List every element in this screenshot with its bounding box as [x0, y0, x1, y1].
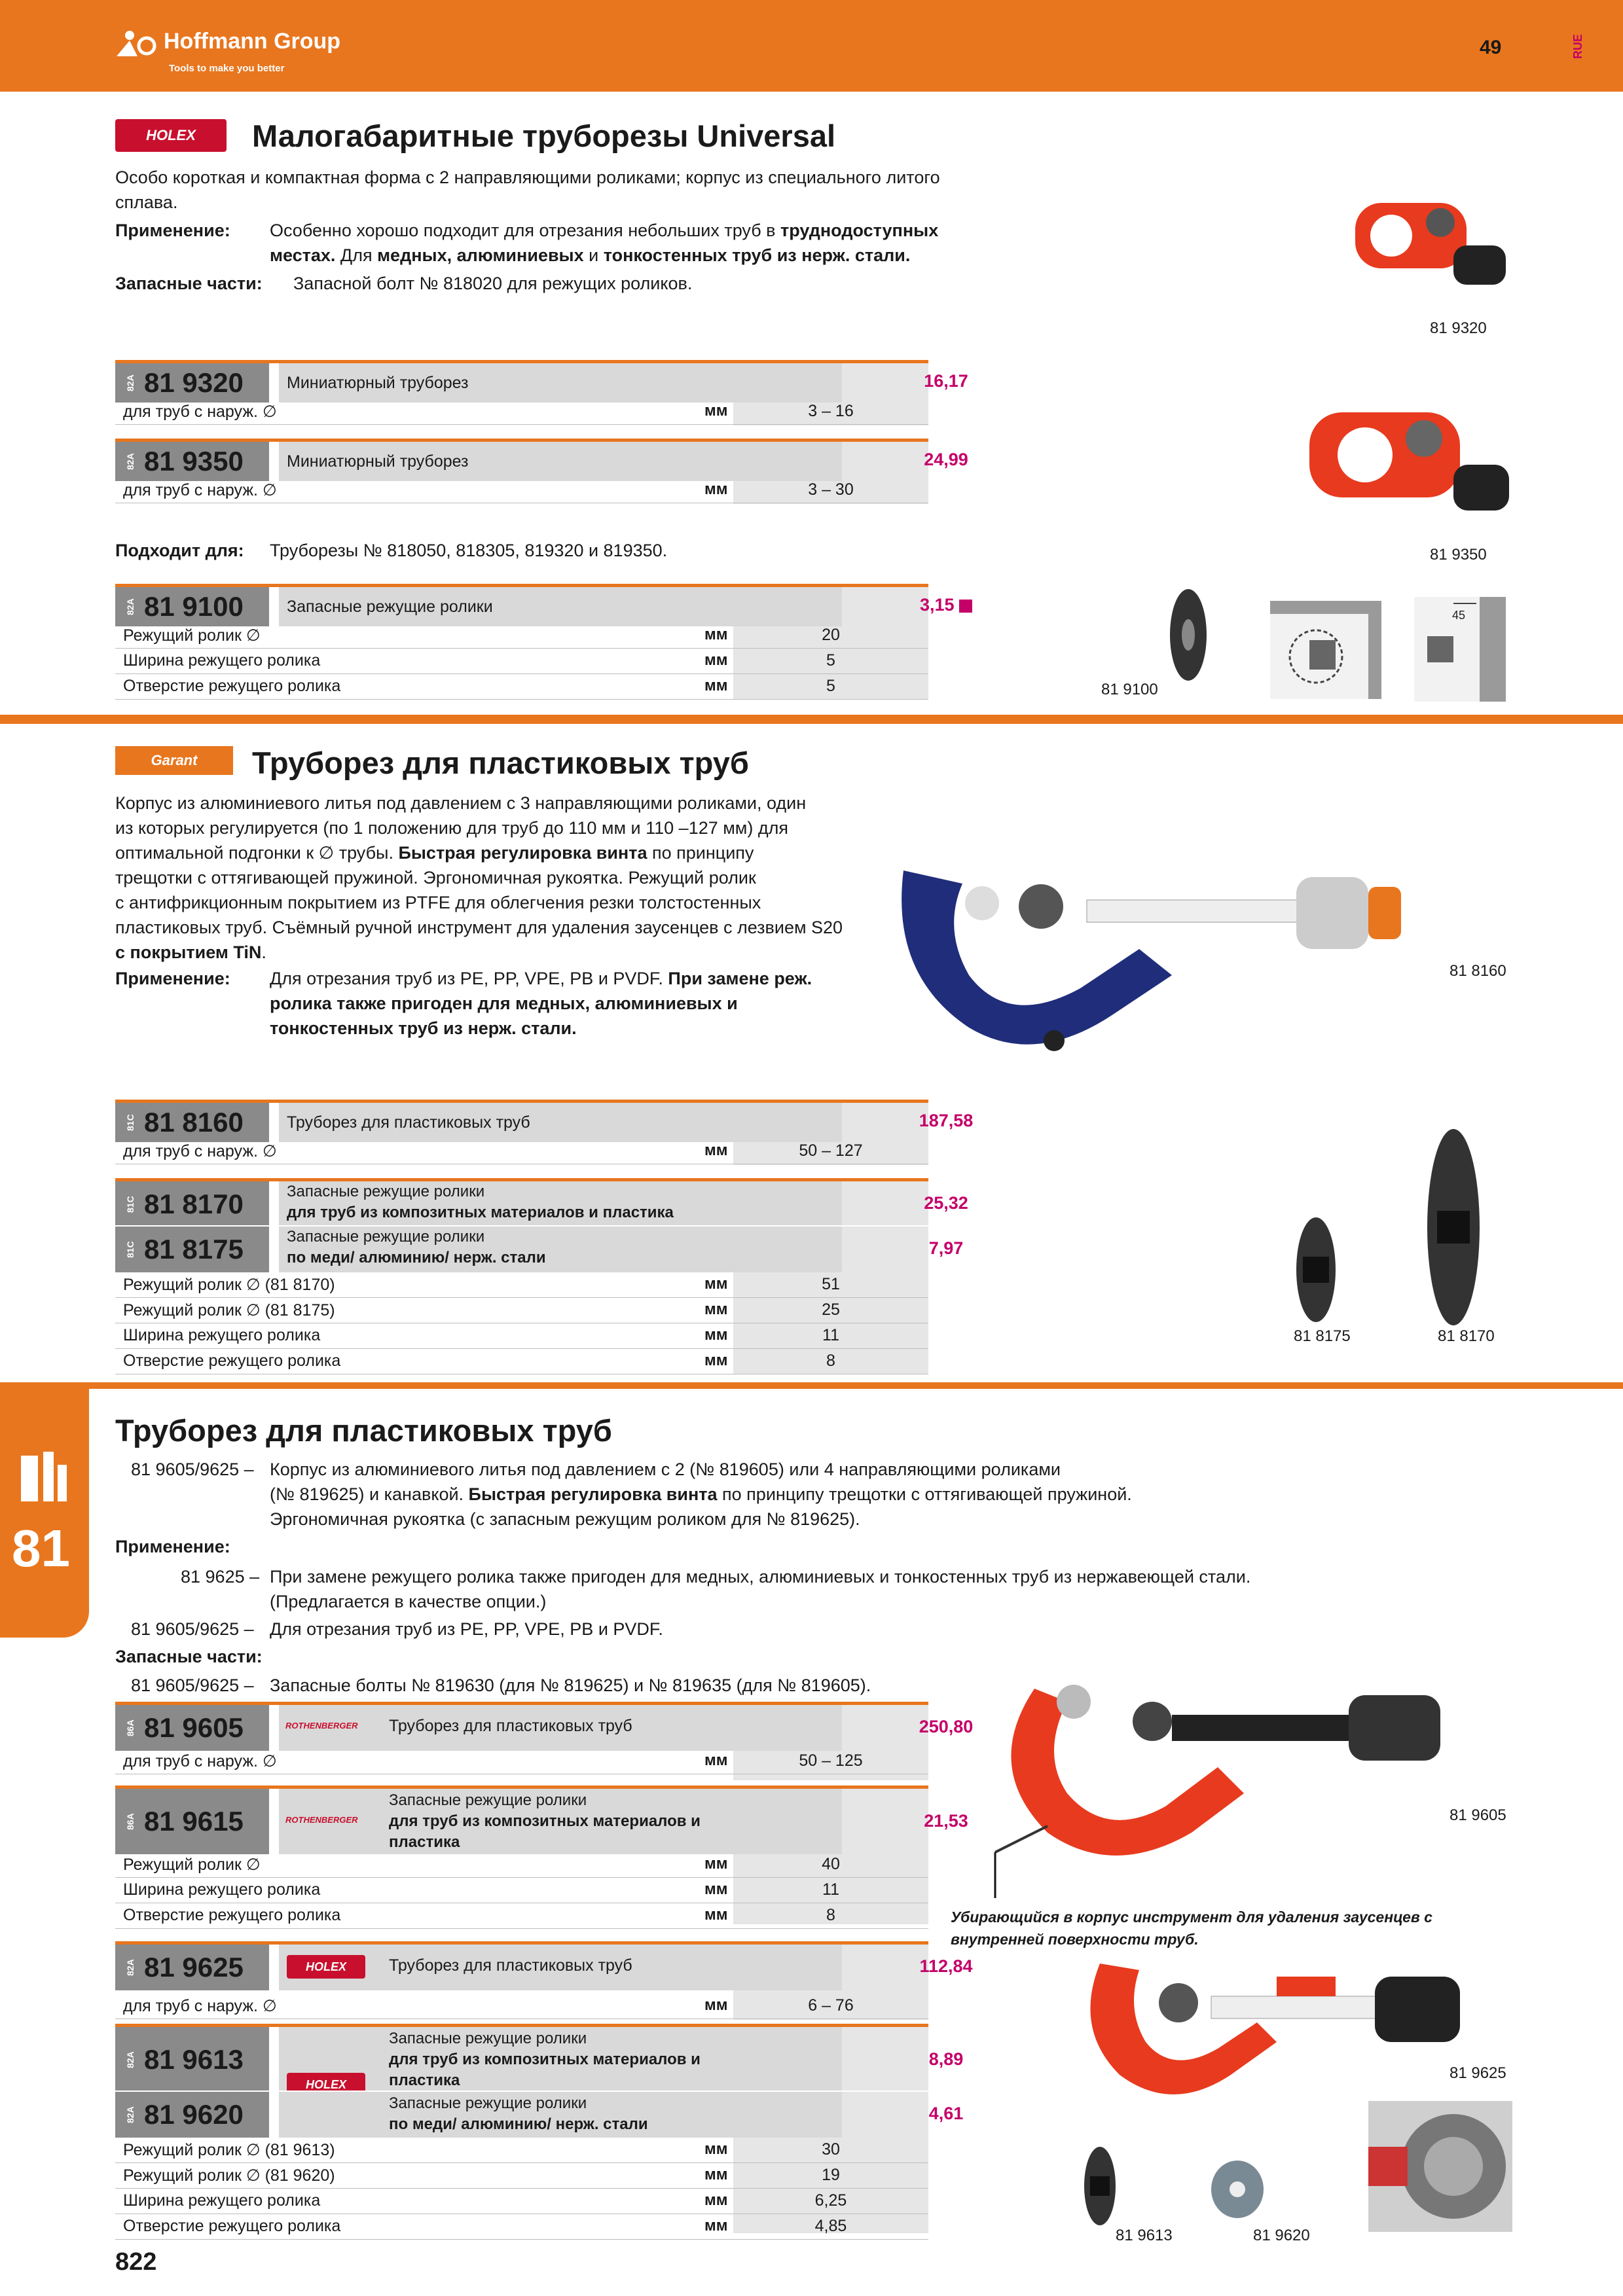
image-note: Убирающийся в корпус инструмент для удаления заусенцев с: [951, 1909, 1432, 1926]
product-name-line: для труб из композитных материалов и: [389, 1812, 701, 1830]
description-line: сплава.: [115, 192, 178, 212]
brand-label: ROTHENBERGER: [285, 1815, 358, 1825]
spec-label: Режущий ролик ∅: [123, 626, 261, 645]
spec-label: для труб с наруж. ∅: [123, 481, 277, 499]
product-row-819100[interactable]: [115, 584, 955, 626]
spec-value: 5: [826, 677, 835, 695]
spec-label: Режущий ролик ∅ (81 8175): [123, 1301, 335, 1319]
description-line: При замене режущего ролика также пригоден для медных, алюминиевых и тонкостенных труб из нержавеющей стали.: [270, 1567, 1251, 1587]
spec-label: Режущий ролик ∅ (81 8170): [123, 1276, 335, 1294]
section-title: Труборез для пластиковых труб: [115, 1413, 612, 1448]
catalog-code: 82A: [123, 1950, 137, 1985]
product-name-cell: [279, 1705, 842, 1751]
price: 25,32: [924, 1193, 968, 1213]
price: 16,17: [924, 371, 968, 391]
spec-value: 50 – 127: [799, 1141, 863, 1160]
spec-value: 5: [826, 651, 835, 670]
usage-diagram-icon: [1270, 601, 1381, 699]
product-row-818160[interactable]: [115, 1100, 974, 1142]
spec-row: [115, 1298, 928, 1323]
section-title: Малогабаритные труборезы Universal: [252, 118, 836, 153]
product-name: Миниатюрный труборез: [279, 442, 842, 481]
description-line: Корпус из алюминиевого литья под давлением с 2 (№ 819605) или 4 направляющими роликами: [270, 1460, 1061, 1479]
spec-value: 3 – 30: [808, 480, 854, 499]
chapter-tab[interactable]: [0, 1382, 89, 1638]
product-row-819613[interactable]: [115, 2024, 964, 2092]
product-row-819350[interactable]: [115, 439, 968, 481]
spec-label: Режущий ролик ∅ (81 9613): [123, 2141, 335, 2159]
article-number: 81 9613: [144, 2044, 244, 2075]
spec-unit: мм: [704, 2166, 728, 2183]
garant-badge: Garant: [115, 746, 233, 775]
spare-parts-label: Запасные части:: [115, 1647, 263, 1666]
description-line: с покрытием TiN.: [115, 942, 266, 962]
article-number: 81 8160: [144, 1107, 244, 1138]
product-row-819625[interactable]: [115, 1941, 973, 1990]
spec-value: 11: [822, 1880, 839, 1899]
article-number: 81 8170: [144, 1189, 244, 1219]
catalog-code: 82A: [123, 444, 137, 479]
catalog-code: 82A: [123, 2097, 137, 2132]
product-name: Труборез для пластиковых труб: [389, 1717, 632, 1735]
spec-value: 8: [826, 1906, 835, 1924]
brand-tagline: Tools to make you better: [169, 63, 285, 74]
spec-unit: мм: [704, 1141, 728, 1159]
application-label: Применение:: [115, 221, 230, 240]
spec-unit: мм: [704, 2191, 728, 2209]
catalog-page-number: 49: [1480, 37, 1502, 58]
image-caption: 81 9620: [1253, 2227, 1310, 2244]
spec-row: [115, 1903, 928, 1929]
cutting-wheel-image: [1283, 1211, 1349, 1329]
product-name: [389, 1790, 701, 1853]
section-separator: [0, 715, 1623, 724]
spec-label: для труб с наруж. ∅: [123, 403, 277, 421]
price: 4,61: [928, 2104, 964, 2123]
application-text: местах. Для медных, алюминиевых и тонкостенных труб из нерж. стали.: [270, 245, 911, 265]
product-name: [389, 2028, 701, 2091]
application-text: Особенно хорошо подходит для отрезания небольших труб в труднодоступных: [270, 221, 939, 240]
spec-row: [115, 1852, 928, 1878]
description-line: Запасные болты № 819630 (для № 819625) и № 819635 (для № 819605).: [270, 1676, 871, 1695]
spec-label: Ширина режущего ролика: [123, 651, 321, 670]
holex-badge: HOLEX: [287, 1955, 365, 1979]
spare-parts-text: Запасной болт № 818020 для режущих роликов.: [293, 274, 693, 293]
product-name-cell: [279, 2027, 842, 2092]
spec-label: Режущий ролик ∅ (81 9620): [123, 2166, 335, 2185]
catalog-code: 82A: [123, 589, 137, 624]
spec-unit: мм: [704, 1751, 728, 1769]
product-name: [389, 2093, 648, 2135]
product-row-818170[interactable]: [115, 1178, 968, 1227]
product-name: Запасные режущие ролики: [279, 587, 842, 626]
spec-label: для труб с наруж. ∅: [123, 1752, 277, 1770]
product-name-line: Запасные режущие ролики: [287, 1183, 485, 1200]
spec-value: 6 – 76: [808, 1996, 854, 2015]
image-note: внутренней поверхности труб.: [951, 1931, 1199, 1948]
product-row-819320[interactable]: [115, 360, 968, 403]
chapter-number: 81: [12, 1519, 70, 1577]
spec-article-ref: 81 9605/9625 –: [131, 1619, 254, 1639]
image-caption: 81 9320: [1430, 319, 1487, 337]
spec-unit: мм: [704, 1275, 728, 1293]
product-name-line: Запасные режущие ролики: [389, 2094, 587, 2112]
description-line: Для отрезания труб из PE, PP, VPE, PB и PVDF.: [270, 1619, 663, 1639]
spec-article-ref: 81 9625 –: [181, 1567, 260, 1587]
spare-parts-label: Запасные части:: [115, 274, 263, 293]
price: 7,97: [928, 1238, 964, 1258]
spec-row: [115, 399, 928, 425]
spec-row: [115, 1749, 928, 1774]
product-name-line: по меди/ алюминию/ нерж. стали: [287, 1249, 546, 1266]
cutting-wheel-image: [1205, 2153, 1270, 2225]
brand-label: ROTHENBERGER: [285, 1721, 358, 1731]
spec-unit: мм: [704, 1300, 728, 1318]
image-caption: 81 8160: [1450, 962, 1506, 980]
spec-label: Отверстие режущего ролика: [123, 2217, 341, 2235]
description-line: Особо короткая и компактная форма с 2 направляющими роликами; корпус из специального литого: [115, 168, 940, 187]
catalog-code: 86A: [123, 1804, 137, 1839]
spec-row: [115, 1990, 928, 2019]
image-caption: 81 9605: [1450, 1806, 1506, 1824]
spec-label: Ширина режущего ролика: [123, 2191, 321, 2210]
spec-row: [115, 2214, 928, 2240]
price: 112,84: [919, 1956, 973, 1976]
image-caption: 81 8170: [1438, 1327, 1495, 1345]
spec-unit: мм: [704, 2217, 728, 2234]
product-name-line: Запасные режущие ролики: [389, 1791, 587, 1809]
description-line: (Предлагается в качестве опции.): [270, 1592, 547, 1611]
spec-unit: мм: [704, 1996, 728, 2014]
spec-label: Ширина режущего ролика: [123, 1326, 321, 1344]
spec-label: Режущий ролик ∅: [123, 1856, 261, 1874]
spec-unit: мм: [704, 1906, 728, 1924]
spec-label: для труб с наруж. ∅: [123, 1142, 277, 1160]
section-title: Труборез для пластиковых труб: [252, 745, 749, 780]
product-name-line: пластика: [389, 2072, 460, 2089]
spec-unit: мм: [704, 1326, 728, 1344]
spec-label: Отверстие режущего ролика: [123, 1352, 341, 1370]
description-line: (№ 819625) и канавкой. Быстрая регулировка винта по принципу трещотки с оттягивающей пружиной.: [270, 1484, 1132, 1504]
product-name-line: по меди/ алюминию/ нерж. стали: [389, 2115, 648, 2133]
catalog-code: 82A: [123, 365, 137, 401]
product-name-cell: [279, 2092, 842, 2138]
article-number: 81 9320: [144, 367, 244, 398]
description-line: пластиковых труб. Съёмный ручной инструмент для удаления заусенцев с лезвием S20: [115, 918, 843, 937]
spec-row: [115, 623, 928, 649]
spec-unit: мм: [704, 677, 728, 694]
image-caption: 81 9625: [1450, 2064, 1506, 2082]
holex-badge: HOLEX: [287, 2073, 365, 2096]
application-label: Применение:: [115, 1537, 230, 1556]
mini-pipe-cutter-image: [1336, 183, 1512, 301]
price: 8,89: [928, 2049, 964, 2069]
article-number: 81 9620: [144, 2099, 244, 2130]
section-separator: [0, 1382, 1623, 1389]
mini-pipe-cutter-image: [1303, 393, 1512, 537]
spec-row: [115, 1272, 928, 1298]
cutting-wheel-image: [1152, 583, 1224, 687]
article-number: 81 9615: [144, 1806, 244, 1837]
price: 3,15: [848, 595, 1044, 615]
catalog-code: 81C: [123, 1105, 137, 1140]
description-line: из которых регулируется (по 1 положению для труб до 110 мм и 110 –127 мм) для: [115, 818, 788, 838]
description-line: трещотки с оттягивающей пружиной. Эргономичная рукоятка. Режущий ролик: [115, 868, 756, 888]
spec-value: 4,85: [814, 2217, 847, 2235]
product-name: Труборез для пластиковых труб: [389, 1956, 632, 1975]
product-row-819615[interactable]: [115, 1785, 968, 1854]
spec-article-ref: 81 9605/9625 –: [131, 1676, 254, 1695]
spec-row: [115, 2189, 928, 2214]
spec-unit: мм: [704, 1352, 728, 1369]
article-number: 81 9350: [144, 446, 244, 476]
product-name-line: пластика: [389, 1833, 460, 1851]
application-text: тонкостенных труб из нерж. стали.: [270, 1018, 577, 1038]
product-name-line: для труб из композитных материалов и пластика: [287, 1204, 674, 1221]
spec-row: [115, 2138, 928, 2163]
spec-value: 50 – 125: [799, 1751, 863, 1770]
product-name-cell: [279, 1945, 842, 1990]
spec-value: 30: [822, 2140, 840, 2159]
fits-text: Труборезы № 818050, 818305, 819320 и 819350.: [270, 541, 668, 560]
plastic-pipe-cutter-image: [864, 831, 1519, 1119]
spec-row: [115, 478, 928, 503]
price: 187,58: [919, 1111, 974, 1130]
spec-row: [115, 1323, 928, 1349]
cutting-wheel-image: [1074, 2134, 1126, 2238]
description-line: с антифрикционным покрытием из PTFE для облегчения резки толстостенных: [115, 893, 761, 912]
spec-article-ref: 81 9605/9625 –: [131, 1460, 254, 1479]
angle-label: 45: [1452, 609, 1466, 622]
image-caption: 81 9350: [1430, 546, 1487, 564]
product-name-line: Запасные режущие ролики: [287, 1228, 485, 1246]
cutting-wheel-image: [1414, 1126, 1493, 1329]
image-caption: 81 9613: [1116, 2227, 1173, 2244]
brand-name: Hoffmann Group: [164, 29, 341, 54]
price: 250,80: [919, 1717, 974, 1736]
footer-page-number: 822: [115, 2248, 157, 2276]
spec-unit: мм: [704, 1855, 728, 1873]
spec-row: [115, 2163, 928, 2189]
price: 24,99: [924, 450, 968, 469]
spec-label: для труб с наруж. ∅: [123, 1997, 277, 2015]
spec-value: 51: [822, 1275, 840, 1293]
spec-label: Отверстие режущего ролика: [123, 1906, 341, 1924]
description-line: Корпус из алюминиевого литья под давлением с 3 направляющими роликами, один: [115, 793, 807, 813]
product-name-line: Запасные режущие ролики: [389, 2030, 587, 2047]
article-number: 81 9625: [144, 1952, 244, 1982]
spec-unit: мм: [704, 480, 728, 498]
application-text: Для отрезания труб из PE, PP, VPE, PB и PVDF. При замене реж.: [270, 969, 812, 988]
spec-value: 40: [822, 1855, 840, 1873]
catalog-code: 81C: [123, 1187, 137, 1222]
catalog-code: 86A: [123, 1710, 137, 1746]
spec-value: 19: [822, 2166, 840, 2184]
language-code: RUE: [1571, 34, 1584, 60]
product-name: Миниатюрный труборез: [279, 363, 842, 403]
article-number: 81 9605: [144, 1712, 244, 1743]
price: 21,53: [924, 1811, 968, 1831]
product-row-819605[interactable]: [115, 1702, 974, 1751]
spec-unit: мм: [704, 1880, 728, 1898]
product-row-819620[interactable]: [115, 2090, 964, 2138]
description-line: Эргономичная рукоятка (с запасным режущим роликом для № 819625).: [270, 1509, 860, 1529]
spec-value: 3 – 16: [808, 402, 854, 420]
spec-value: 6,25: [814, 2191, 847, 2210]
pipe-tools-icon: [18, 1449, 71, 1508]
angle-diagram-icon: [1414, 597, 1506, 702]
hoffmann-logo-icon: [115, 26, 161, 59]
article-number: 81 9100: [144, 591, 244, 622]
catalog-code: 82A: [123, 2042, 137, 2077]
spec-row: [115, 674, 928, 700]
spec-value: 25: [822, 1300, 840, 1319]
product-name: [279, 1227, 842, 1272]
spec-unit: мм: [704, 651, 728, 669]
spec-row: [115, 1349, 928, 1374]
spec-unit: мм: [704, 2140, 728, 2158]
deburring-tool-closeup-image: [1368, 2101, 1512, 2232]
holex-badge: HOLEX: [115, 119, 227, 152]
spec-value: 20: [822, 626, 840, 644]
spec-unit: мм: [704, 402, 728, 420]
image-caption: 81 9100: [1101, 681, 1158, 698]
catalog-code: 81C: [123, 1232, 137, 1267]
product-name: [279, 1181, 842, 1227]
spec-row: [115, 1139, 928, 1164]
application-text: ролика также пригоден для медных, алюминиевых и: [270, 994, 738, 1013]
product-name: Труборез для пластиковых труб: [279, 1103, 842, 1142]
product-name-cell: [279, 1789, 842, 1854]
article-number: 81 8175: [144, 1234, 244, 1265]
product-name-line: для труб из композитных материалов и: [389, 2051, 701, 2068]
spec-label: Отверстие режущего ролика: [123, 677, 341, 695]
spec-value: 11: [822, 1326, 839, 1344]
fits-label: Подходит для:: [115, 541, 244, 560]
new-item-marker-icon: [959, 600, 972, 613]
spec-value: 8: [826, 1352, 835, 1370]
spec-row: [115, 1878, 928, 1903]
spec-row: [115, 649, 928, 674]
image-caption: 81 8175: [1294, 1327, 1351, 1345]
product-row-818175[interactable]: [115, 1225, 964, 1272]
spec-label: Ширина режущего ролика: [123, 1880, 321, 1899]
application-label: Применение:: [115, 969, 230, 988]
plastic-pipe-cutter-image: [956, 1662, 1519, 1905]
description-line: оптимальной подгонки к ∅ трубы. Быстрая регулировка винта по принципу: [115, 843, 754, 863]
spec-unit: мм: [704, 626, 728, 643]
